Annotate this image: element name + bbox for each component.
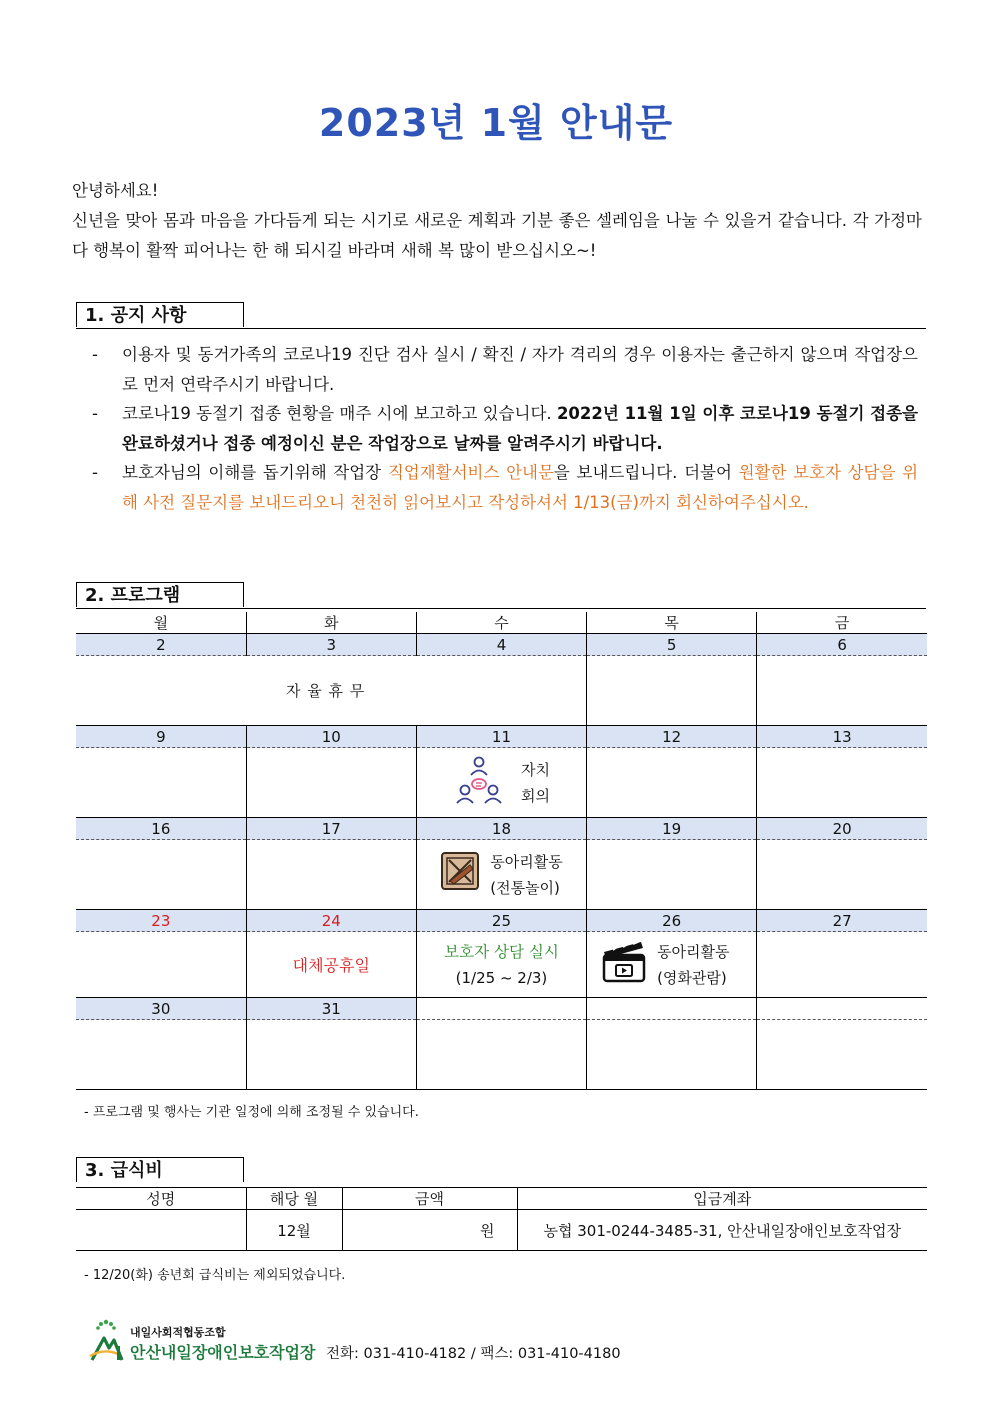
section-notice-header (76, 302, 926, 329)
club-label: (영화관람) (657, 968, 727, 987)
organization-logo-icon (88, 1318, 128, 1368)
fee-amount: 원 (342, 1210, 517, 1251)
club-label: (전통놀이) (490, 878, 560, 897)
event-cell (76, 748, 246, 818)
date-cell: 12 (587, 726, 757, 748)
event-cell (757, 840, 927, 910)
date-cell: 9 (76, 726, 246, 748)
event-cell (757, 1020, 927, 1090)
meal-fee-table (76, 1187, 927, 1251)
date-cell-holiday: 23 (76, 910, 246, 932)
meeting-event (416, 748, 586, 818)
event-cell (757, 748, 927, 818)
fee-header: 금액 (342, 1188, 517, 1210)
fee-header: 입금계좌 (517, 1188, 927, 1210)
date-cell: 11 (416, 726, 586, 748)
fee-name (76, 1210, 246, 1251)
day-header: 월 (76, 612, 246, 634)
intro (72, 176, 922, 266)
date-cell-empty (416, 998, 586, 1020)
notice-text-highlight: 직업재활서비스 안내문 (387, 463, 554, 482)
page-title: 2023년 1월 안내문 (318, 101, 674, 145)
day-header: 금 (757, 612, 927, 634)
club-label: 동아리활동 (490, 852, 563, 871)
meal-note: - 12/20(화) 송년회 급식비는 제외되었습니다. (84, 1268, 346, 1283)
section-program-title: 2. 프로그램 (76, 582, 244, 607)
holiday-label: 대체공휴일 (246, 932, 416, 998)
meeting-label: 회의 (520, 786, 550, 805)
club-traditional-event (416, 840, 586, 910)
organization-name: 내일사회적협동조합 (130, 1326, 226, 1339)
self-leave-event: 자 율 휴 무 (76, 656, 587, 726)
meeting-icon (453, 753, 505, 813)
notice-item: - 코로나19 동절기 접종 현황을 매주 시에 보고하고 있습니다. 2022년 11월 1일 이후 코로나19 동절기 접종을 완료하셨거나 접종 예정이신 분은 작업장으로 날짜를 알려주시기 바랍니다. (92, 404, 918, 453)
event-cell (757, 656, 927, 726)
traditional-game-icon (440, 851, 480, 899)
fee-header: 성명 (76, 1188, 246, 1210)
fee-month: 12월 (246, 1210, 342, 1251)
date-cell-empty (587, 998, 757, 1020)
program-calendar (76, 612, 927, 1090)
event-cell (76, 1020, 246, 1090)
notice-text: 이용자 및 동거가족의 코로나19 진단 검사 실시 / 확진 / 자가 격리의 경우 이용자는 출근하지 않으며 작업장으로 먼저 연락주시기 바랍니다. (122, 345, 918, 394)
meeting-label: 자치 (520, 760, 550, 779)
event-cell (246, 1020, 416, 1090)
notice-text-highlight: 원활한 보호자 상담을 위해 사전 질문지를 보내드리오니 천천히 읽어보시고 작성하셔서 1/13(금)까지 회신하여주십시오. (122, 463, 919, 512)
date-cell: 16 (76, 818, 246, 840)
event-cell (587, 656, 757, 726)
program-note: - 프로그램 및 행사는 기관 일정에 의해 조정될 수 있습니다. (84, 1105, 419, 1120)
date-cell-holiday: 24 (246, 910, 416, 932)
date-cell: 17 (246, 818, 416, 840)
date-cell: 30 (76, 998, 246, 1020)
date-cell: 3 (246, 634, 416, 656)
fee-account: 농협 301-0244-3485-31, 안산내일장애인보호작업장 (517, 1210, 927, 1251)
notice-text: 보호자님의 이해를 돕기위해 작업장 (122, 463, 388, 482)
day-header: 화 (246, 612, 416, 634)
date-cell: 31 (246, 998, 416, 1020)
event-cell (757, 932, 927, 998)
date-cell: 2 (76, 634, 246, 656)
notice-text: 코로나19 동절기 접종 현황을 매주 시에 보고하고 있습니다. (122, 404, 557, 423)
date-cell: 20 (757, 818, 927, 840)
consult-period: (1/25 ~ 2/3) (455, 968, 548, 987)
clapperboard-icon (601, 938, 647, 992)
date-cell: 10 (246, 726, 416, 748)
notice-item: - 보호자님의 이해를 돕기위해 작업장 직업재활서비스 안내문을 보내드립니다. 더불어 원활한 보호자 상담을 위해 사전 질문지를 보내드리오니 천천히 읽어보시고 작성하셔서 1/13(금)까지 회신하여주십시오. (92, 463, 919, 512)
event-cell (587, 1020, 757, 1090)
section-program-header (76, 582, 926, 609)
notice-text-bold: 2022년 11월 1일 이후 코로나19 동절기 접종을 완료하셨거나 접종 예정이신 분은 작업장으로 날짜를 알려주시기 바랍니다. (122, 404, 918, 453)
notice-item: - 이용자 및 동거가족의 코로나19 진단 검사 실시 / 확진 / 자가 격리의 경우 이용자는 출근하지 않으며 작업장으로 먼저 연락주시기 바랍니다. (92, 345, 918, 394)
event-cell (76, 932, 246, 998)
section-meal-title: 3. 급식비 (76, 1157, 244, 1182)
date-cell: 25 (416, 910, 586, 932)
section-meal-header (76, 1157, 926, 1183)
day-header: 수 (416, 612, 586, 634)
date-cell: 5 (587, 634, 757, 656)
event-cell (246, 840, 416, 910)
date-cell: 4 (416, 634, 586, 656)
event-cell (416, 1020, 586, 1090)
notice-list (92, 340, 918, 517)
date-cell: 13 (757, 726, 927, 748)
workshop-name: 안산내일장애인보호작업장 (130, 1343, 316, 1362)
fee-header: 해당 월 (246, 1188, 342, 1210)
date-cell: 6 (757, 634, 927, 656)
section-notice-title: 1. 공지 사항 (76, 302, 244, 327)
date-cell: 19 (587, 818, 757, 840)
date-cell-empty (757, 998, 927, 1020)
consult-label: 보호자 상담 실시 (444, 942, 559, 961)
contact-info: 전화: 031-410-4182 / 팩스: 031-410-4180 (326, 1346, 621, 1362)
notice-text: 을 보내드립니다. 더불어 (553, 463, 739, 482)
date-cell: 26 (587, 910, 757, 932)
event-cell (587, 840, 757, 910)
date-cell: 27 (757, 910, 927, 932)
club-label: 동아리활동 (657, 942, 730, 961)
intro-message: 신년을 맞아 몸과 마음을 가다듬게 되는 시기로 새로운 계획과 기분 좋은 셀레임을 나눌 수 있을거 같습니다. 각 가정마다 행복이 활짝 피어나는 한 해 되시길 바라며 새해 복 많이 받으십시오~! (72, 211, 922, 260)
event-cell (587, 748, 757, 818)
date-cell: 18 (416, 818, 586, 840)
consult-event (416, 932, 586, 998)
event-cell (246, 748, 416, 818)
event-cell (76, 840, 246, 910)
club-movie-event (587, 932, 757, 998)
day-header: 목 (587, 612, 757, 634)
greeting: 안녕하세요! (72, 181, 159, 200)
